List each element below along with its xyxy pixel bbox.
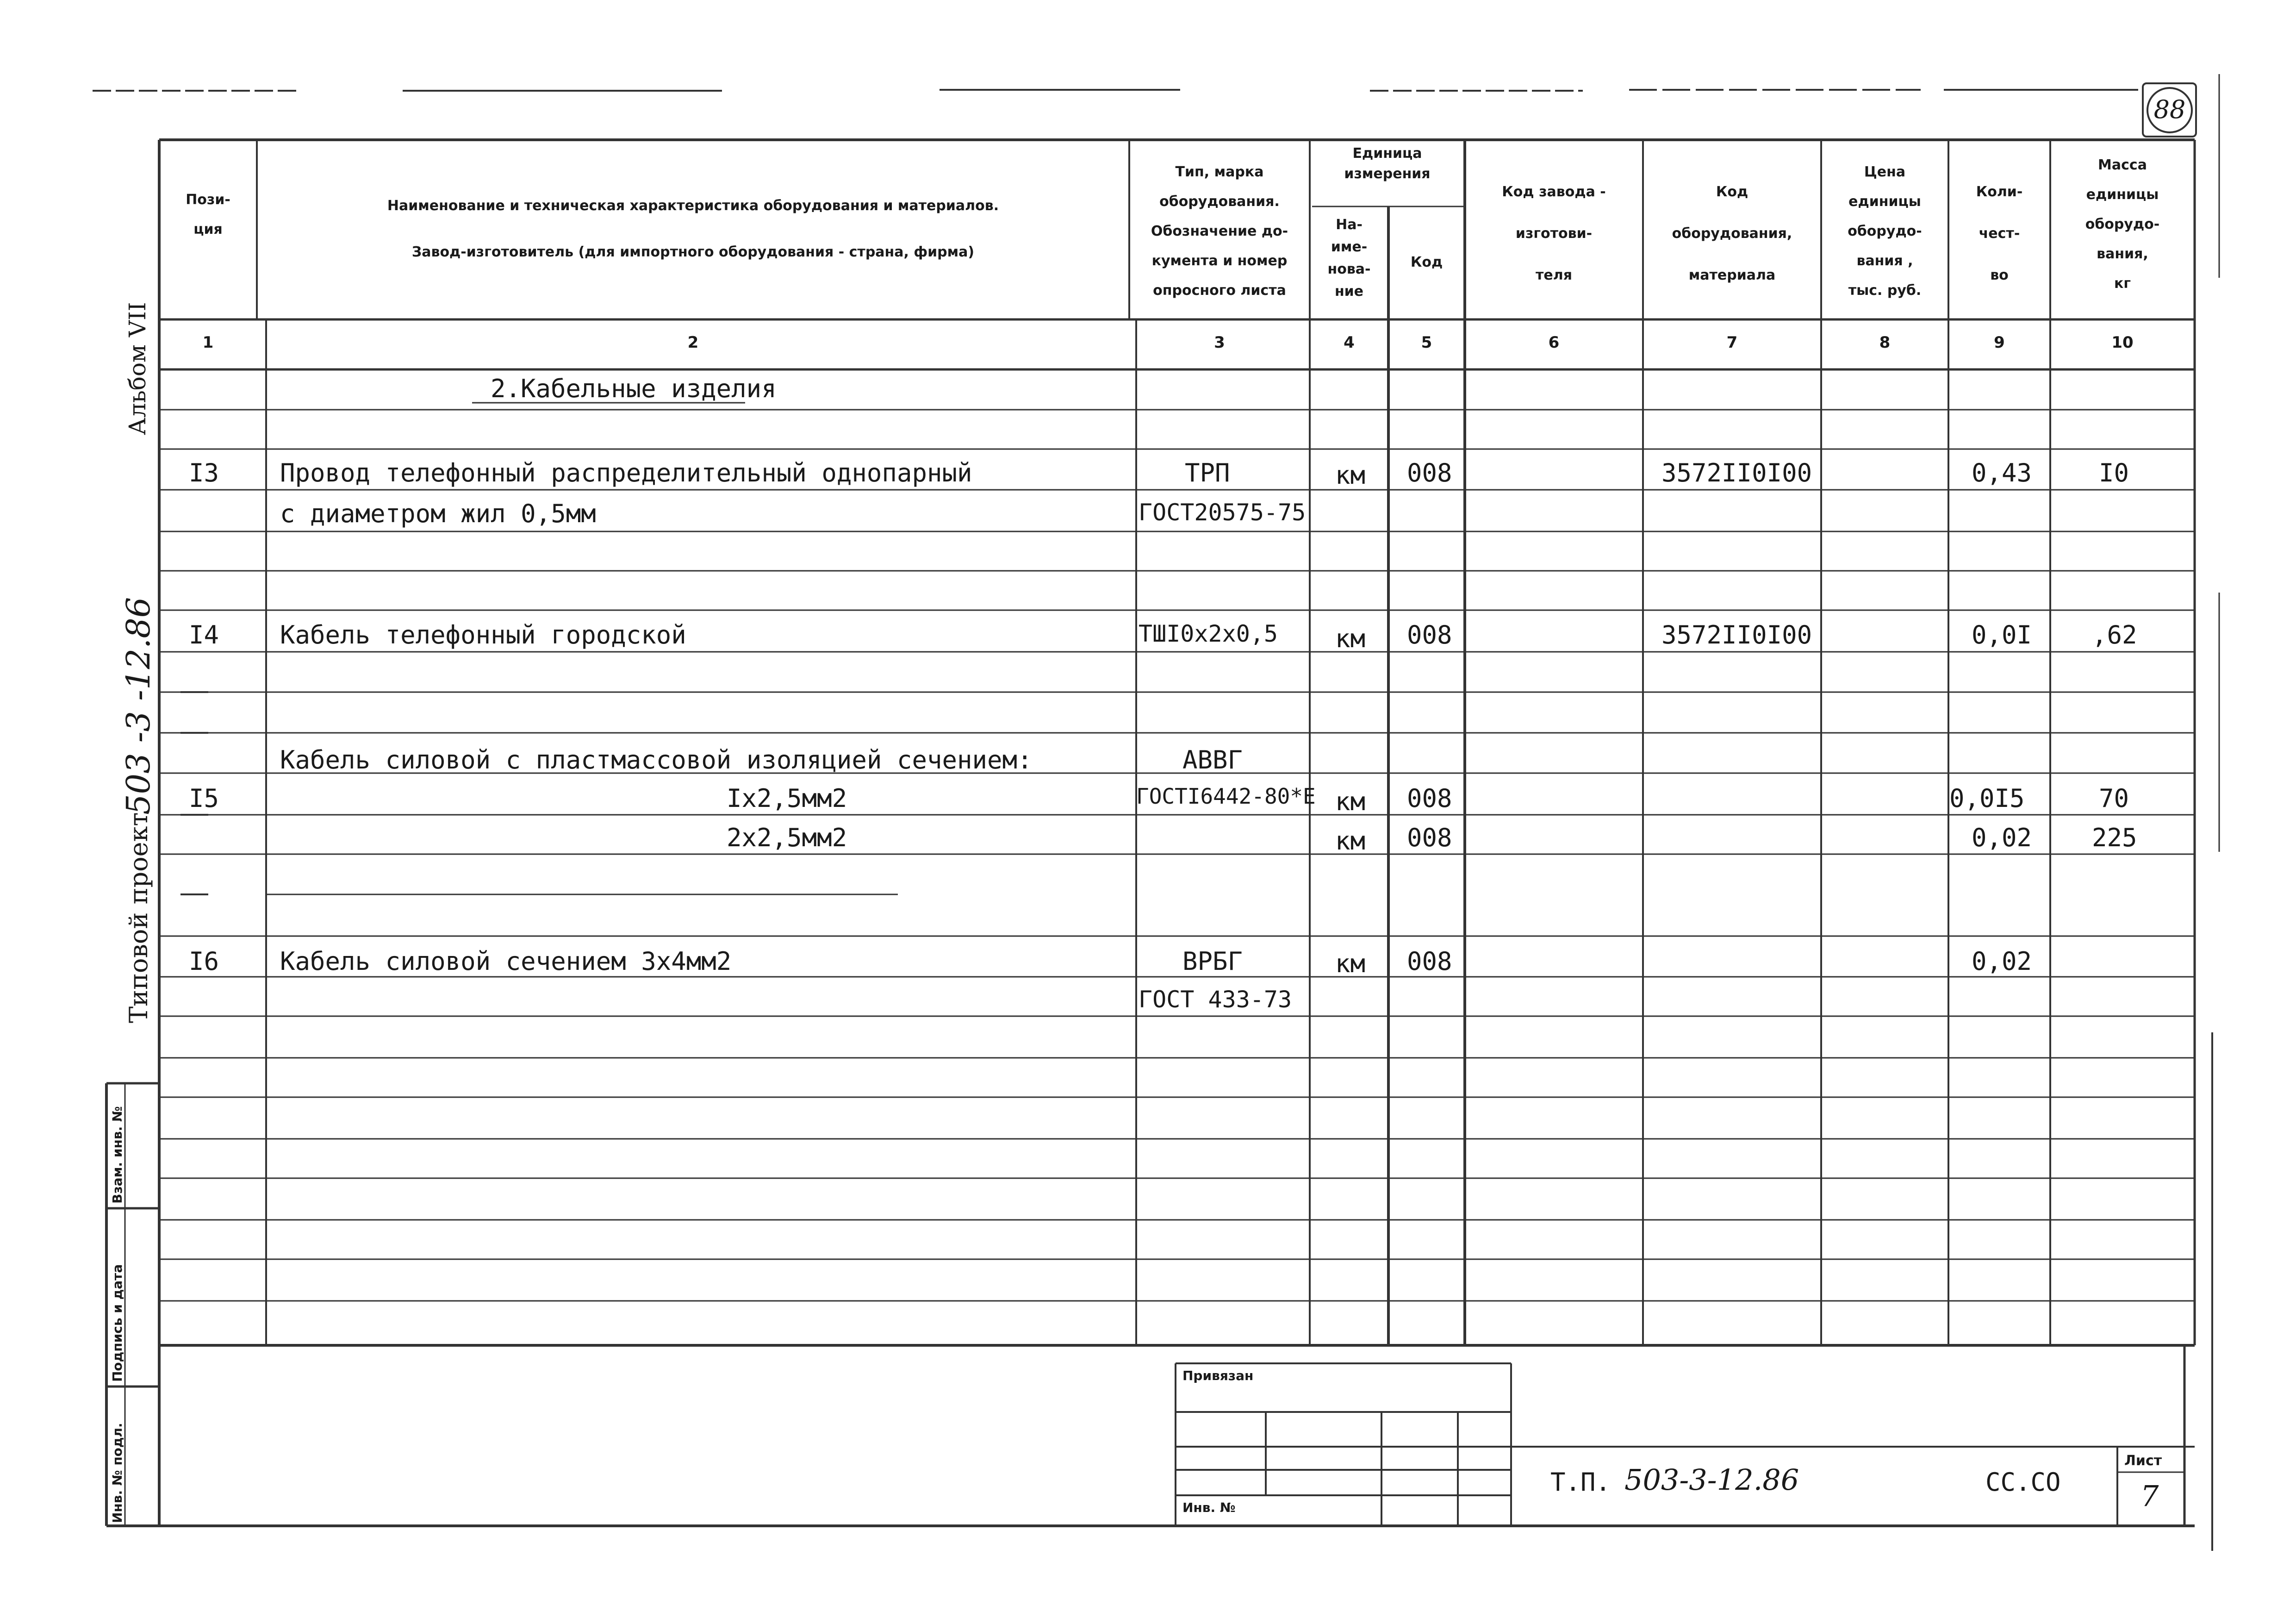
row-mass: ,62 — [2092, 620, 2137, 650]
header-name — [257, 183, 1129, 275]
header-plant-line: изготови- — [1515, 225, 1593, 242]
section-title: 2.Кабельные изделия — [491, 374, 777, 403]
header-price-line: тыс. руб. — [1848, 282, 1922, 299]
header-unit-line: Единица — [1352, 145, 1422, 162]
header-position-line: Пози- — [186, 192, 230, 208]
row-code: 008 — [1407, 458, 1452, 487]
row-name: с диаметром жил 0,5мм — [280, 499, 596, 528]
header-position — [159, 185, 257, 244]
row-material-code: 3572II0I00 — [1661, 458, 1812, 487]
header-material-line: Код — [1716, 184, 1748, 200]
header-plant-code — [1465, 171, 1643, 296]
row-material-code: 3572II0I00 — [1661, 620, 1812, 650]
col-number: 7 — [1726, 333, 1738, 352]
header-material-line: оборудования, — [1672, 225, 1792, 242]
header-quantity-line: во — [1990, 267, 2009, 283]
header-position-line: ция — [193, 221, 223, 237]
row-type: ГОСТI6442-80*Е — [1136, 784, 1316, 809]
row-quantity: 0,43 — [1972, 458, 2032, 487]
header-price — [1821, 157, 1948, 306]
header-type-line: кумента и номер — [1151, 253, 1288, 269]
album-label: Альбом VII — [124, 302, 151, 435]
header-price-line: оборудо- — [1848, 223, 1922, 239]
row-type: ГОСТ20575-75 — [1139, 499, 1306, 526]
header-type — [1129, 157, 1310, 306]
header-unit-name-line: име- — [1331, 239, 1368, 255]
col-number: 9 — [1994, 333, 2005, 352]
row-mass: 70 — [2099, 784, 2129, 813]
row-code: 008 — [1407, 784, 1452, 813]
sheet-number: 7 — [2140, 1479, 2159, 1513]
header-type-line: Обозначение до- — [1151, 223, 1288, 239]
row-name: Кабель силовой с пластмассовой изоляцией сечением: — [280, 745, 1033, 775]
doc-number: 503-3-12.86 — [1624, 1463, 1799, 1497]
header-name-line: Завод-изготовитель (для импортного оборудования - страна, фирма) — [411, 244, 975, 260]
header-material-line: материала — [1688, 267, 1776, 283]
header-plant-line: теля — [1536, 267, 1572, 283]
row-position: I5 — [189, 784, 219, 813]
row-name: Провод телефонный распределительный однопарный — [280, 458, 972, 487]
header-unit-name-line: нова- — [1327, 261, 1371, 277]
stamp-inv-no: Инв. № подл. — [110, 1423, 125, 1523]
row-name: Кабель силовой сечением 3х4мм2 — [280, 947, 732, 976]
row-unit: км — [1335, 826, 1366, 856]
col-number: 2 — [687, 333, 699, 352]
row-type: ТШI0х2х0,5 — [1139, 620, 1278, 647]
row-unit: км — [1335, 461, 1366, 490]
col-number: 6 — [1548, 333, 1560, 352]
stamp-replaced: Взам. инв. № — [110, 1106, 125, 1204]
row-type: ГОСТ 433-73 — [1139, 986, 1292, 1013]
col-number: 5 — [1421, 333, 1432, 352]
header-plant-line: Код завода - — [1502, 184, 1606, 200]
row-name: 2х2,5мм2 — [727, 823, 847, 852]
col-number: 8 — [1879, 333, 1891, 352]
doc-code: СС.СО — [1985, 1468, 2061, 1497]
row-type: АВВГ — [1182, 745, 1243, 775]
row-code: 008 — [1407, 620, 1452, 650]
header-unit-group — [1310, 144, 1465, 184]
row-position: I3 — [189, 458, 219, 487]
row-mass: 225 — [2092, 823, 2137, 852]
inv-no-label: Инв. № — [1182, 1500, 1236, 1515]
header-mass-line: Масса — [2098, 157, 2147, 173]
doc-prefix: Т.П. — [1550, 1468, 1611, 1497]
header-quantity-line: чест- — [1979, 225, 2020, 242]
project-label: Типовой проект — [124, 812, 153, 1023]
row-name: Iх2,5мм2 — [727, 784, 847, 813]
header-price-line: вания , — [1856, 253, 1913, 269]
row-type: ТРП — [1185, 458, 1230, 487]
header-unit-line: измерения — [1344, 166, 1431, 182]
sheet-label: Лист — [2124, 1453, 2162, 1469]
col-number: 4 — [1344, 333, 1355, 352]
stamp-sign: Подпись и дата — [110, 1264, 125, 1382]
row-type: ВРБГ — [1182, 947, 1243, 976]
header-unit-code: Код — [1410, 254, 1443, 270]
header-unit-name-line: На- — [1336, 217, 1363, 233]
row-unit: км — [1335, 949, 1366, 978]
col-number: 10 — [2111, 333, 2134, 352]
row-unit: км — [1335, 787, 1366, 816]
row-code: 008 — [1407, 823, 1452, 852]
row-code: 008 — [1407, 947, 1452, 976]
row-position: I6 — [189, 947, 219, 976]
row-position: I4 — [189, 620, 219, 650]
row-quantity: 0,0I5 — [1949, 784, 2025, 813]
header-quantity-line: Коли- — [1976, 184, 2023, 200]
header-type-line: опросного листа — [1153, 282, 1286, 299]
header-mass-line: единицы — [2086, 187, 2159, 203]
row-name: Кабель телефонный городской — [280, 620, 686, 650]
project-number: 503 -3 -12.86 — [119, 597, 157, 815]
header-unit-name — [1310, 214, 1388, 303]
header-mass-line: вания, — [2097, 246, 2148, 262]
row-quantity: 0,0I — [1972, 620, 2032, 650]
header-name-line: Наименование и техническая характеристика оборудования и материалов. — [387, 198, 999, 214]
header-price-line: Цена — [1864, 164, 1906, 180]
header-type-line: оборудования. — [1159, 194, 1280, 210]
col-number: 3 — [1214, 333, 1225, 352]
header-type-line: Тип, марка — [1175, 164, 1264, 180]
header-unit-name-line: ние — [1334, 283, 1364, 300]
header-mass-line: оборудо- — [2085, 216, 2160, 232]
header-mass — [2050, 150, 2195, 299]
row-quantity: 0,02 — [1972, 947, 2032, 976]
header-price-line: единицы — [1848, 194, 1921, 210]
header-mass-line: кг — [2114, 275, 2131, 292]
row-quantity: 0,02 — [1972, 823, 2032, 852]
col-number: 1 — [202, 333, 214, 352]
header-quantity — [1948, 171, 2050, 296]
sheet-badge: 88 — [2153, 95, 2186, 124]
row-mass: I0 — [2099, 458, 2129, 487]
row-unit: км — [1335, 624, 1366, 653]
header-material-code — [1643, 171, 1821, 296]
bound-label: Привязан — [1182, 1368, 1254, 1383]
